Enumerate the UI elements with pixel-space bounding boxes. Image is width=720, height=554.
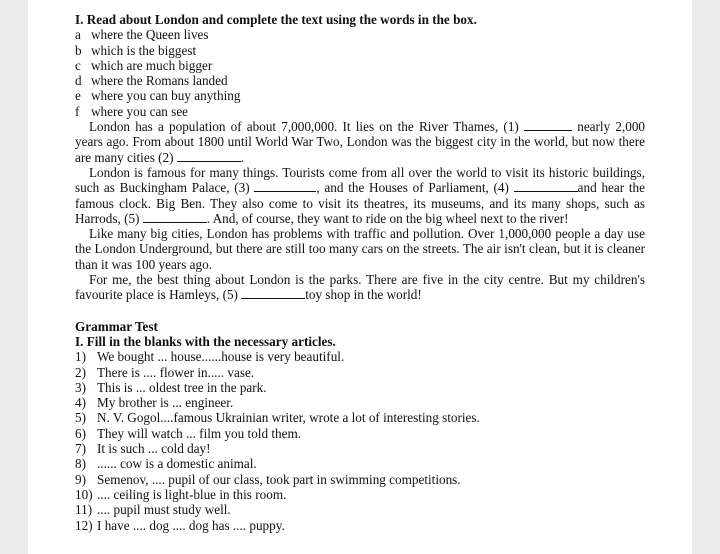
exercise-number: 8) [75,456,86,472]
options-box [75,27,645,119]
exercise-text: There is .... flower in..... vase. [97,364,255,380]
exercise-text: It is such ... cold day! [97,441,211,457]
paragraph-2 [75,165,645,226]
paragraph-1 [75,119,645,165]
paragraph-text: toy shop in the world! [305,287,422,303]
paragraph-text: For me, the best thing about London is the parks. There are five in the city centre. But my children's favourite place is Hamleys, (5) [75,272,645,303]
section-heading: I. Read about London and complete the text using the words in the box. [75,12,477,27]
exercise-item [75,349,645,364]
option-letter: d [75,73,82,89]
section-spacer [75,303,645,319]
exercise-item [75,395,645,410]
option-text: where you can see [91,103,189,119]
exercise-item [75,456,645,471]
exercise-text: Semenov, .... pupil of our class, took part in swimming competitions. [97,471,461,487]
exercise-text: I have .... dog .... dog has .... puppy. [97,517,285,533]
paragraph-text: nearly 2,000 years ago. From about 1800 until World War Two, London was the biggest city in the world, but now there are many cities (2) [75,119,646,165]
exercise-number: 10) [75,486,93,502]
exercise-item [75,487,645,502]
exercise-number: 3) [75,379,86,395]
exercise-item [75,410,645,425]
option-item [75,88,645,103]
exercise-text: We bought ... house......house is very beautiful. [97,349,345,365]
exercise-number: 11) [75,502,93,518]
exercise-text: .... pupil must study well. [97,502,231,518]
grammar-task: I. Fill in the blanks with the necessary articles. [75,333,336,349]
exercise-item [75,472,645,487]
option-letter: c [75,57,81,73]
exercise-item [75,365,645,380]
paragraph-text: . And, of course, they want to ride on the big wheel next to the river! [206,210,569,226]
option-text: where the Romans landed [91,73,228,89]
answer-blank[interactable] [241,287,305,299]
paragraph-text: , and the Houses of Parliament, (4) [316,180,509,196]
option-text: which are much bigger [91,57,213,73]
exercise-number: 7) [75,441,86,457]
paragraph-text: London has a population of about 7,000,000. It lies on the River Thames, (1) [89,119,519,135]
paragraph-text: London is famous for many things. Tourists come from all over the world to visit its historic buildings, such as Buckingham Palace, (3) [75,164,645,196]
exercise-list [75,349,645,533]
exercise-text: My brother is ... engineer. [97,395,234,411]
document-page [28,0,692,554]
grammar-title: Grammar Test [75,318,158,334]
exercise-text: N. V. Gogol....famous Ukrainian writer, wrote a lot of interesting stories. [97,410,480,426]
exercise-number: 1) [75,349,86,365]
option-item [75,27,645,42]
option-letter: a [75,27,81,43]
answer-blank[interactable] [514,180,578,192]
exercise-text: They will watch ... film you told them. [97,425,302,441]
exercise-text: This is ... oldest tree in the park. [97,379,267,395]
exercise-text: .... ceiling is light-blue in this room. [97,486,287,502]
exercise-number: 5) [75,410,86,426]
option-item [75,104,645,119]
option-item [75,58,645,73]
option-text: where you can buy anything [91,88,241,104]
option-text: which is the biggest [91,42,197,58]
answer-blank[interactable] [177,150,241,162]
exercise-number: 9) [75,471,86,487]
option-text: where the Queen lives [91,27,209,43]
paragraph-3: Like many big cities, London has problems with traffic and pollution. Over 1,000,000 people a day use the London Underground, but there are still too many cars on the streets. The air isn't clean, but it is cleaner than it was 100 years ago. [75,226,645,272]
answer-blank[interactable] [254,180,316,192]
exercise-item [75,518,645,533]
exercise-number: 4) [75,395,86,411]
exercise-item [75,426,645,441]
answer-blank[interactable] [143,211,207,223]
option-letter: f [75,103,80,119]
option-item [75,43,645,58]
exercise-number: 6) [75,425,86,441]
paragraph-4 [75,272,645,303]
exercise-number: 2) [75,364,86,380]
option-letter: e [75,88,81,104]
paragraph-text: and hear the famous clock. Big Ben. They also come to visit its theatres, its museums, and its many shops, such as Harrods, (5) [75,180,646,226]
option-letter: b [75,42,82,58]
exercise-number: 12) [75,517,93,533]
exercise-item [75,502,645,517]
exercise-item [75,441,645,456]
paragraph-text: . [240,149,245,165]
option-item [75,73,645,88]
answer-blank[interactable] [524,119,572,131]
exercise-text: ...... cow is a domestic animal. [97,456,257,472]
exercise-item [75,380,645,395]
document-content [75,12,645,533]
